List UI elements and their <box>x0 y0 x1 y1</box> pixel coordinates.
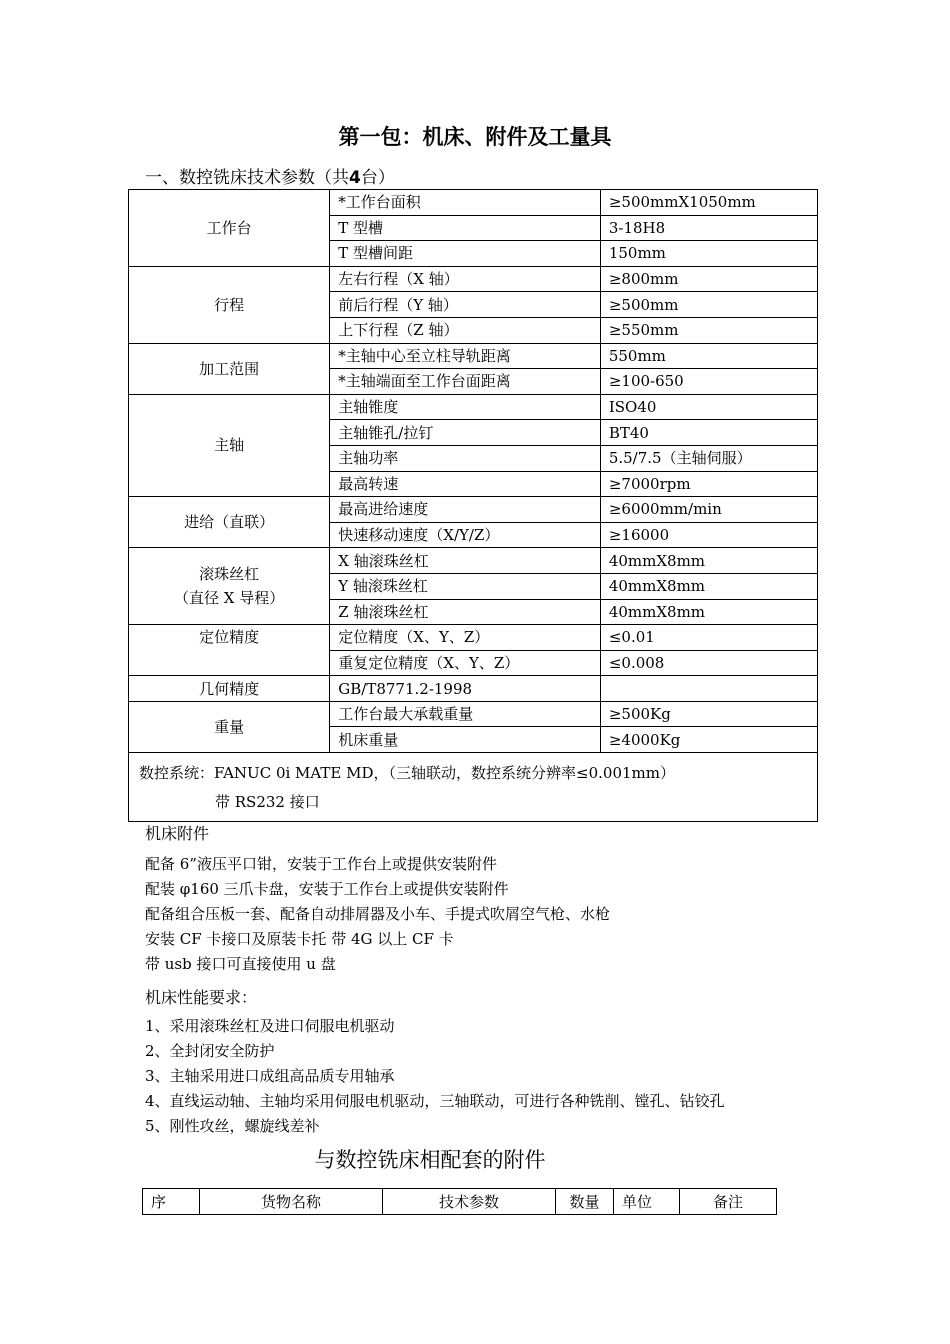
table-row <box>129 343 818 369</box>
category-cell <box>129 548 330 625</box>
table-row <box>129 394 818 420</box>
category-cell: 工作台 <box>129 190 330 267</box>
value-cell <box>600 676 817 702</box>
param-cell: 左右行程（X 轴） <box>330 266 601 292</box>
value-cell: ≥100-650 <box>600 369 817 395</box>
param-cell: GB/T8771.2-1998 <box>330 676 601 702</box>
category-cell: 几何精度 <box>129 676 330 702</box>
table-row <box>129 701 818 727</box>
value-cell: ≥500Kg <box>600 701 817 727</box>
value-cell: 550mm <box>600 343 817 369</box>
value-cell: ≥7000rpm <box>600 471 817 497</box>
value-cell: 40mmX8mm <box>600 548 817 574</box>
table-header-row <box>143 1189 777 1215</box>
value-cell: ≥800mm <box>600 266 817 292</box>
category-cell: 加工范围 <box>129 343 330 394</box>
category-cell: 主轴 <box>129 394 330 496</box>
category-cell: 进给（直联） <box>129 497 330 548</box>
note-line: 数控系统：FANUC 0i MATE MD，（三轴联动，数控系统分辨率≤0.001mm） <box>139 764 675 783</box>
table-row <box>129 497 818 523</box>
header-cell: 货物名称 <box>200 1189 383 1215</box>
list-item: 5、刚性攻丝，螺旋线差补 <box>145 1117 320 1135</box>
accessory-table <box>142 1188 777 1215</box>
list-item: 带 usb 接口可直接使用 u 盘 <box>145 955 336 973</box>
table-row <box>129 190 818 216</box>
value-cell: 40mmX8mm <box>600 599 817 625</box>
value-cell: 5.5/7.5（主轴伺服） <box>600 445 817 471</box>
value-cell: ≥500mm <box>600 292 817 318</box>
param-cell: 快速移动速度（X/Y/Z） <box>330 522 601 548</box>
param-cell: T 型槽 <box>330 215 601 241</box>
header-cell: 技术参数 <box>383 1189 556 1215</box>
header-cell: 数量 <box>556 1189 614 1215</box>
value-cell: ≥4000Kg <box>600 727 817 753</box>
param-cell: Y 轴滚珠丝杠 <box>330 573 601 599</box>
value-cell: ≤0.01 <box>600 625 817 651</box>
param-cell: T 型槽间距 <box>330 241 601 267</box>
value-cell: ≥500mmX1050mm <box>600 190 817 216</box>
param-cell: 主轴锥孔/拉钉 <box>330 420 601 446</box>
section-count: 4 <box>349 168 361 188</box>
list-item: 配装 φ160 三爪卡盘，安装于工作台上或提供安装附件 <box>145 880 509 898</box>
category-cell: 行程 <box>129 266 330 343</box>
list-item: 2、全封闭安全防护 <box>145 1042 275 1060</box>
performance-heading: 机床性能要求： <box>145 988 258 1007</box>
category-line: （直径 X 导程） <box>174 589 285 608</box>
table-row <box>129 548 818 574</box>
table-row <box>129 753 818 822</box>
param-cell: *工作台面积 <box>330 190 601 216</box>
list-item: 配备 6”液压平口钳，安装于工作台上或提供安装附件 <box>145 855 497 873</box>
param-cell: Z 轴滚珠丝杠 <box>330 599 601 625</box>
list-item: 3、主轴采用进口成组高品质专用轴承 <box>145 1067 395 1085</box>
value-cell: 150mm <box>600 241 817 267</box>
value-cell: 3-18H8 <box>600 215 817 241</box>
value-cell: BT40 <box>600 420 817 446</box>
category-cell: 重量 <box>129 701 330 752</box>
param-cell: 最高转速 <box>330 471 601 497</box>
spec-table <box>128 189 818 822</box>
value-cell: ≥16000 <box>600 522 817 548</box>
param-cell: 机床重量 <box>330 727 601 753</box>
category-cell: 定位精度 <box>129 625 330 676</box>
page-title: 第一包：机床、附件及工量具 <box>338 125 612 149</box>
param-cell: X 轴滚珠丝杠 <box>330 548 601 574</box>
param-cell: *主轴端面至工作台面距离 <box>330 369 601 395</box>
param-cell: 工作台最大承载重量 <box>330 701 601 727</box>
table-row <box>129 266 818 292</box>
value-cell: ≤0.008 <box>600 650 817 676</box>
list-item: 4、直线运动轴、主轴均采用伺服电机驱动，三轴联动，可进行各种铣削、镗孔、钻铰孔 <box>145 1092 725 1110</box>
value-cell: ≥550mm <box>600 317 817 343</box>
cnc-system-note <box>129 753 818 822</box>
param-cell: *主轴中心至立柱导轨距离 <box>330 343 601 369</box>
header-cell: 单位 <box>614 1189 680 1215</box>
list-item: 配备组合压板一套、配备自动排屑器及小车、手提式吹屑空气枪、水枪 <box>145 905 611 923</box>
param-cell: 最高进给速度 <box>330 497 601 523</box>
list-item: 1、采用滚珠丝杠及进口伺服电机驱动 <box>145 1017 395 1035</box>
note-line: 带 RS232 接口 <box>215 793 320 812</box>
accessories-heading: 机床附件 <box>145 824 210 843</box>
header-cell: 备注 <box>680 1189 777 1215</box>
value-cell: ISO40 <box>600 394 817 420</box>
param-cell: 主轴功率 <box>330 445 601 471</box>
table-row <box>129 676 818 702</box>
accessory-table-title: 与数控铣床相配套的附件 <box>314 1148 546 1172</box>
value-cell: 40mmX8mm <box>600 573 817 599</box>
param-cell: 重复定位精度（X、Y、Z） <box>330 650 601 676</box>
param-cell: 前后行程（Y 轴） <box>330 292 601 318</box>
list-item: 安装 CF 卡接口及原装卡托 带 4G 以上 CF 卡 <box>145 930 454 948</box>
value-cell: ≥6000mm/min <box>600 497 817 523</box>
section-heading: 一、数控铣床技术参数（共4台） <box>145 168 395 188</box>
table-row <box>129 625 818 651</box>
header-cell: 序 <box>143 1189 200 1215</box>
param-cell: 上下行程（Z 轴） <box>330 317 601 343</box>
param-cell: 主轴锥度 <box>330 394 601 420</box>
param-cell: 定位精度（X、Y、Z） <box>330 625 601 651</box>
category-line: 滚珠丝杠 <box>199 565 260 584</box>
